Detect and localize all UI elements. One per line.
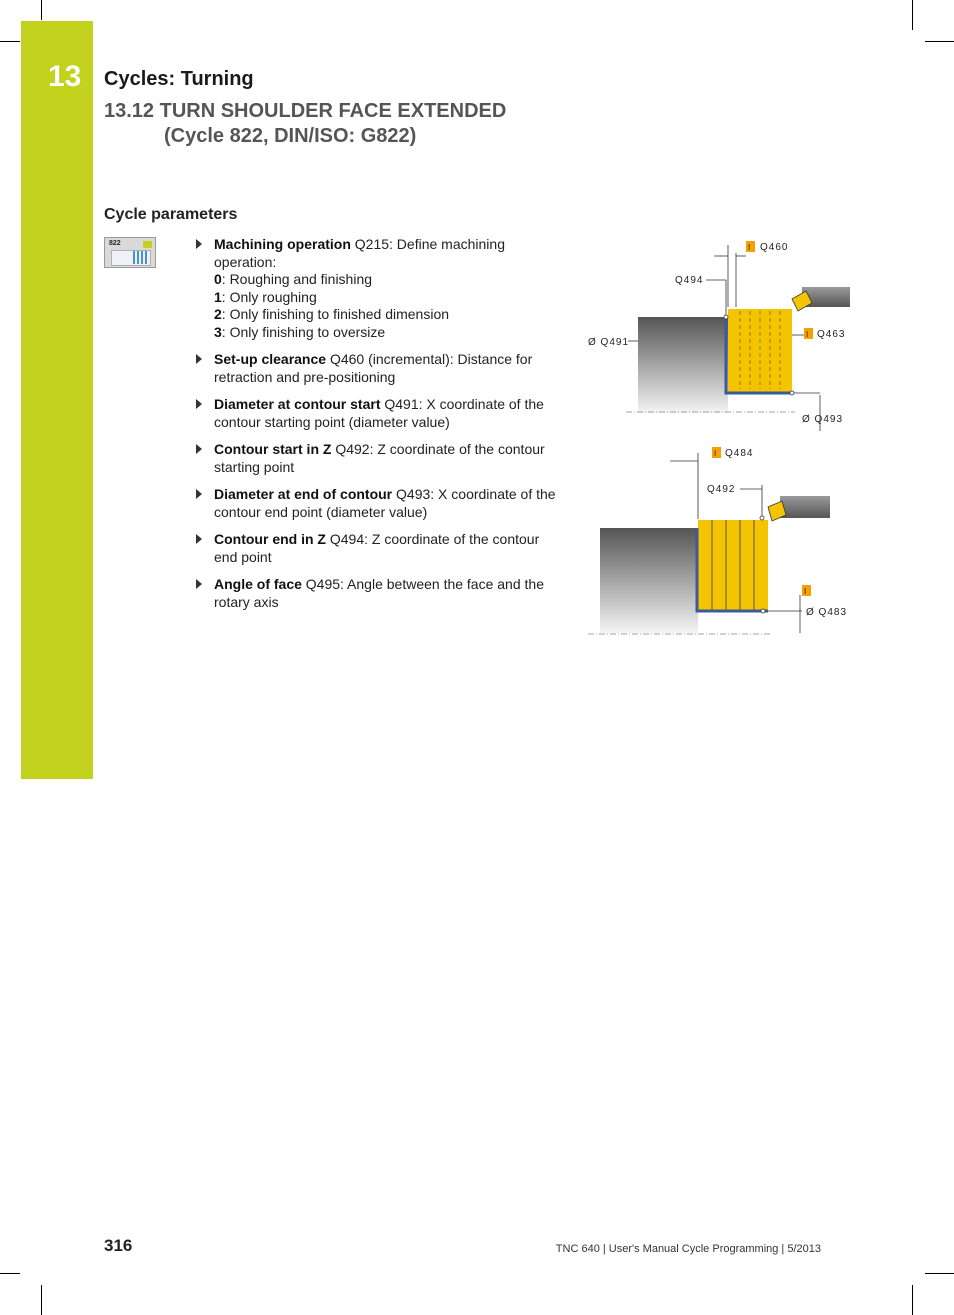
param-name: Contour end in Z xyxy=(214,531,326,547)
param-option xyxy=(214,289,558,307)
crop-mark xyxy=(912,0,913,30)
softkey-cut-icon xyxy=(133,251,147,264)
param-item xyxy=(196,236,558,341)
crop-mark xyxy=(925,41,954,42)
param-option xyxy=(214,324,558,342)
crop-mark xyxy=(925,1273,954,1274)
label-q483: Ø Q483 xyxy=(806,607,848,618)
subheading: Cycle parameters xyxy=(104,206,238,223)
param-name: Set-up clearance xyxy=(214,351,327,367)
param-desc: Q460 (incremental): Distance for retraction and pre-positioning xyxy=(214,351,533,385)
bullet-arrow-icon xyxy=(196,354,202,364)
page-number: 316 xyxy=(104,1236,133,1255)
param-item xyxy=(196,531,558,566)
diagram-top xyxy=(588,241,850,431)
chapter-number: 13 xyxy=(48,60,82,93)
bullet-arrow-icon xyxy=(196,534,202,544)
label-q463: Q463 xyxy=(817,329,846,340)
param-name: Diameter at contour start xyxy=(214,396,381,412)
param-desc: Q491: X coordinate of the contour starting point (diameter value) xyxy=(214,396,544,430)
label-q492: Q492 xyxy=(707,484,736,495)
param-desc: Q215: Define machining operation: xyxy=(214,236,505,270)
bullet-arrow-icon xyxy=(196,579,202,589)
footer-text: TNC 640 | User's Manual Cycle Programming | 5/2013 xyxy=(555,1243,821,1255)
label-q460: Q460 xyxy=(760,242,789,253)
option-key: 1 xyxy=(214,288,222,305)
cycle-diagram xyxy=(580,235,855,645)
param-desc: Q494: Z coordinate of the contour end point xyxy=(214,531,540,565)
label-q494: Q494 xyxy=(675,275,704,286)
param-option xyxy=(214,306,558,324)
marker-letter: I xyxy=(714,449,718,458)
marker-letter: I xyxy=(804,587,808,596)
crop-mark xyxy=(0,41,20,42)
param-option xyxy=(214,271,558,289)
param-name: Diameter at end of contour xyxy=(214,486,393,502)
param-item xyxy=(196,486,558,521)
chapter-title: Cycles: Turning xyxy=(104,68,254,90)
section-title-line2: (Cycle 822, DIN/ISO: G822) xyxy=(164,125,417,147)
label-q491: Ø Q491 xyxy=(588,337,630,348)
workpiece-stock xyxy=(638,317,728,413)
param-item xyxy=(196,351,558,386)
param-item xyxy=(196,396,558,431)
option-text: : Only finishing to oversize xyxy=(221,323,386,340)
param-item xyxy=(196,441,558,476)
param-name: Contour start in Z xyxy=(214,441,332,457)
param-desc: Q495: Angle between the face and the rotary axis xyxy=(214,576,544,610)
chapter-sidebar xyxy=(21,21,93,779)
crop-mark xyxy=(912,1285,913,1315)
machined-area xyxy=(698,520,768,610)
option-key: 0 xyxy=(214,271,222,287)
bullet-arrow-icon xyxy=(196,489,202,499)
section-title xyxy=(104,99,506,149)
option-key: 2 xyxy=(214,306,222,322)
option-text: : Only roughing xyxy=(221,288,317,305)
section-title-line1: 13.12 TURN SHOULDER FACE EXTENDED xyxy=(104,100,507,122)
crop-mark xyxy=(0,1273,20,1274)
marker-letter: I xyxy=(806,330,810,339)
label-q493: Ø Q493 xyxy=(802,414,844,425)
param-name: Machining operation xyxy=(214,236,351,252)
bullet-arrow-icon xyxy=(196,444,202,454)
param-item xyxy=(196,576,558,611)
param-desc: Q492: Z coordinate of the contour starting point xyxy=(214,441,545,475)
param-name: Angle of face xyxy=(214,576,302,592)
bullet-arrow-icon xyxy=(196,239,202,249)
label-q484: Q484 xyxy=(725,448,754,459)
option-text: : Only finishing to finished dimension xyxy=(221,306,450,322)
parameter-list xyxy=(196,236,558,621)
crop-mark xyxy=(41,1285,42,1315)
softkey-label: 822 xyxy=(109,240,121,247)
cycle-softkey xyxy=(104,237,156,268)
softkey-corner-icon xyxy=(143,241,152,248)
crop-mark xyxy=(41,0,42,20)
tool-holder xyxy=(780,496,830,518)
workpiece-stock xyxy=(600,528,698,633)
option-key: 3 xyxy=(214,323,222,340)
diagram-bottom xyxy=(588,447,847,634)
bullet-arrow-icon xyxy=(196,399,202,409)
marker-letter: I xyxy=(748,243,752,252)
option-text: : Roughing and finishing xyxy=(221,271,373,287)
param-desc: Q493: X coordinate of the contour end point (diameter value) xyxy=(214,486,556,520)
